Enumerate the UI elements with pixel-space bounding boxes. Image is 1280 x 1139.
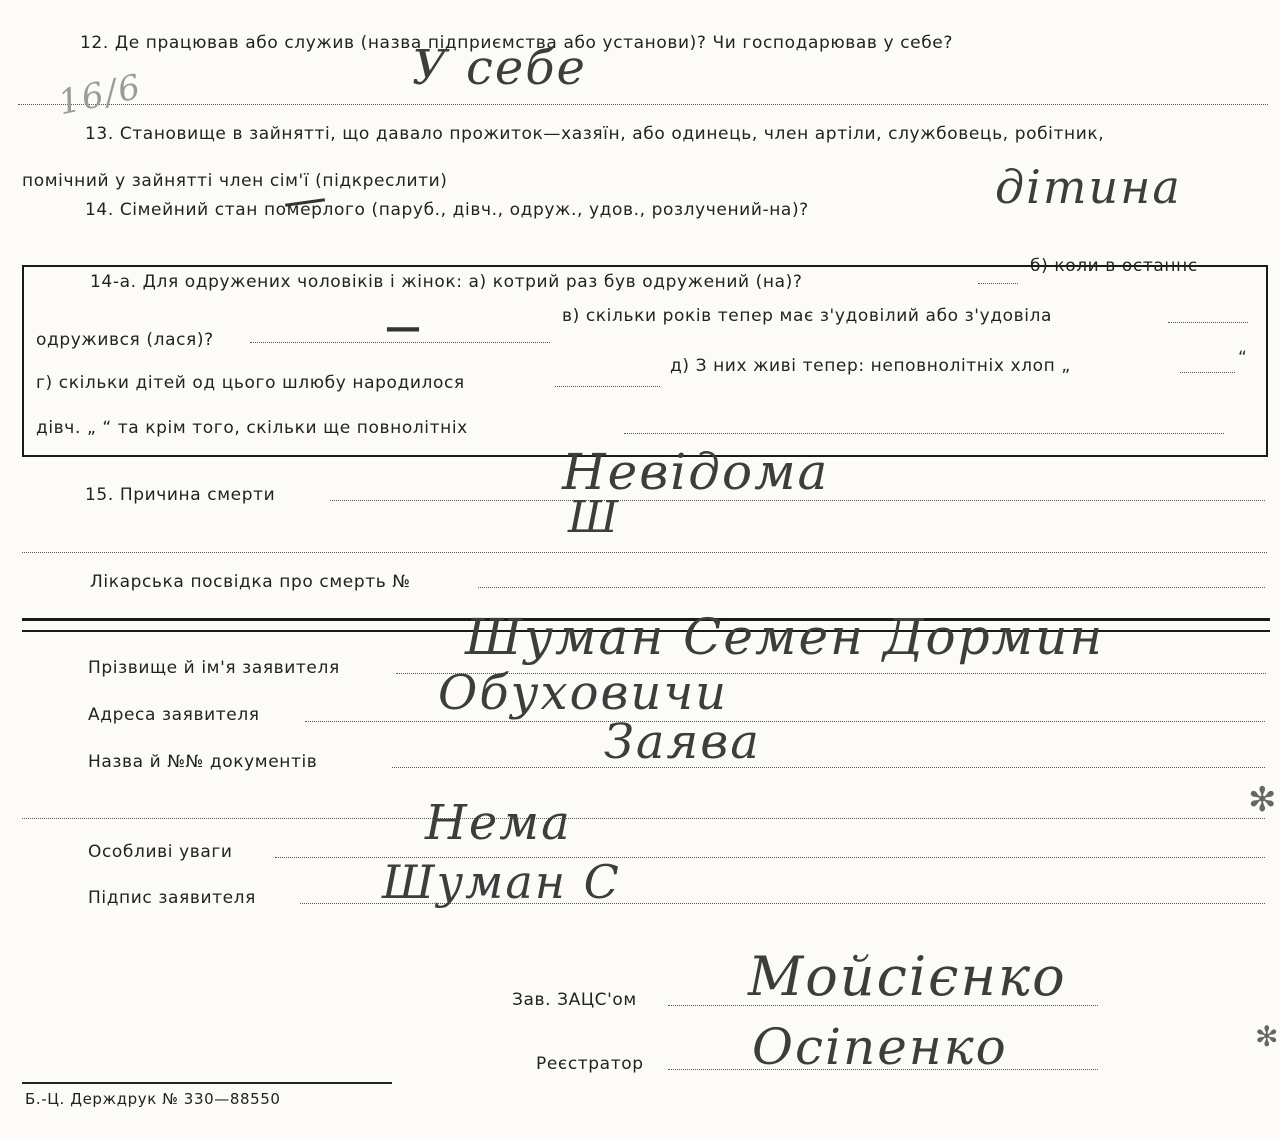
q13-label-line1: 13. Становище в зайнятті, що давало прожиток—хазяїн, або одинець, член артіли, службовець, робітник, bbox=[85, 124, 1105, 144]
applicant-signature-value: Шуман С bbox=[382, 855, 621, 909]
q14a-line3-b: д) З них живі тепер: неповнолітніх хлоп „ bbox=[670, 356, 1071, 376]
q12-margin-note: 16/6 bbox=[54, 66, 146, 124]
applicant-name-label: Прізвище й ім'я заявителя bbox=[88, 658, 340, 678]
cert-label: Лікарська посвідка про смерть № bbox=[90, 572, 411, 592]
applicant-docs-value: Заява bbox=[604, 714, 761, 770]
edge-stamp-mark: ✻ bbox=[1248, 780, 1277, 820]
q12-label: 12. Де працював або служив (назва підприємства або установи)? Чи господарював у себе? bbox=[80, 33, 953, 53]
applicant-address-label: Адреса заявителя bbox=[88, 705, 260, 725]
q14a-line1-b: б) коли в останнє bbox=[1030, 256, 1198, 276]
edge-stamp-mark-lower: ✻ bbox=[1255, 1020, 1279, 1053]
q15-extra-line bbox=[22, 552, 1267, 553]
q14a-line1-a: 14-а. Для одружених чоловіків і жінок: а) котрий раз був одружений (на)? bbox=[90, 272, 803, 292]
registrar-label: Реєстратор bbox=[536, 1054, 644, 1074]
q13-label-line2: помічний у зайнятті член сім'ї (підкреслити) bbox=[22, 171, 448, 191]
applicant-docs-label: Назва й №№ документів bbox=[88, 752, 318, 772]
q14a-line3-a: г) скільки дітей од цього шлюбу народилося bbox=[36, 373, 465, 393]
q14a-line2-a: одружився (лася)? bbox=[36, 330, 214, 350]
applicant-docs-extra-line bbox=[22, 818, 1265, 819]
applicant-signature-label: Підпис заявителя bbox=[88, 888, 256, 908]
head-label: Зав. ЗАЦС'ом bbox=[512, 990, 637, 1010]
applicant-name-value: Шуман Семен Дормин bbox=[465, 608, 1105, 666]
applicant-docs-line bbox=[392, 767, 1265, 768]
footer-printer: Б.-Ц. Держдрук № 330—88550 bbox=[25, 1090, 281, 1108]
q14a-line4-dots bbox=[624, 433, 1224, 434]
q12-answer: У себе bbox=[412, 40, 587, 96]
q14a-line2-dots-b bbox=[1168, 322, 1248, 323]
cert-line bbox=[478, 587, 1265, 588]
q14a-line4: дівч. „ “ та крім того, скільки ще повнолітніх bbox=[36, 418, 468, 438]
q15-label: 15. Причина смерти bbox=[85, 485, 276, 505]
applicant-notes-value: Нема bbox=[425, 795, 572, 851]
q14a-line1-dots bbox=[978, 283, 1018, 284]
applicant-address-line bbox=[305, 721, 1265, 722]
q14a-line3-dots-a bbox=[555, 386, 660, 387]
registrar-signature: Осіпенко bbox=[752, 1018, 1008, 1076]
q15-answer-line2: Ш bbox=[568, 492, 621, 543]
q14a-line3-end: “ bbox=[1238, 348, 1248, 368]
q14a-dash: — bbox=[385, 306, 423, 348]
q14-label: 14. Сімейний стан померлого (паруб., дівч., одруж., удов., розлучений-на)? bbox=[85, 200, 809, 220]
applicant-address-value: Обуховичи bbox=[438, 665, 729, 721]
applicant-notes-label: Особливі уваги bbox=[88, 842, 233, 862]
footer-rule bbox=[22, 1082, 392, 1084]
q12-line bbox=[18, 104, 1268, 105]
q14a-line2-b: в) скільки років тепер має з'удовілий або з'удовіла bbox=[562, 306, 1053, 326]
q15-answer-line1: Невідома bbox=[562, 443, 830, 501]
q14a-line3-dots-b bbox=[1180, 372, 1235, 373]
head-signature: Мойсієнко bbox=[748, 945, 1067, 1008]
q14-answer: дітина bbox=[995, 160, 1182, 214]
